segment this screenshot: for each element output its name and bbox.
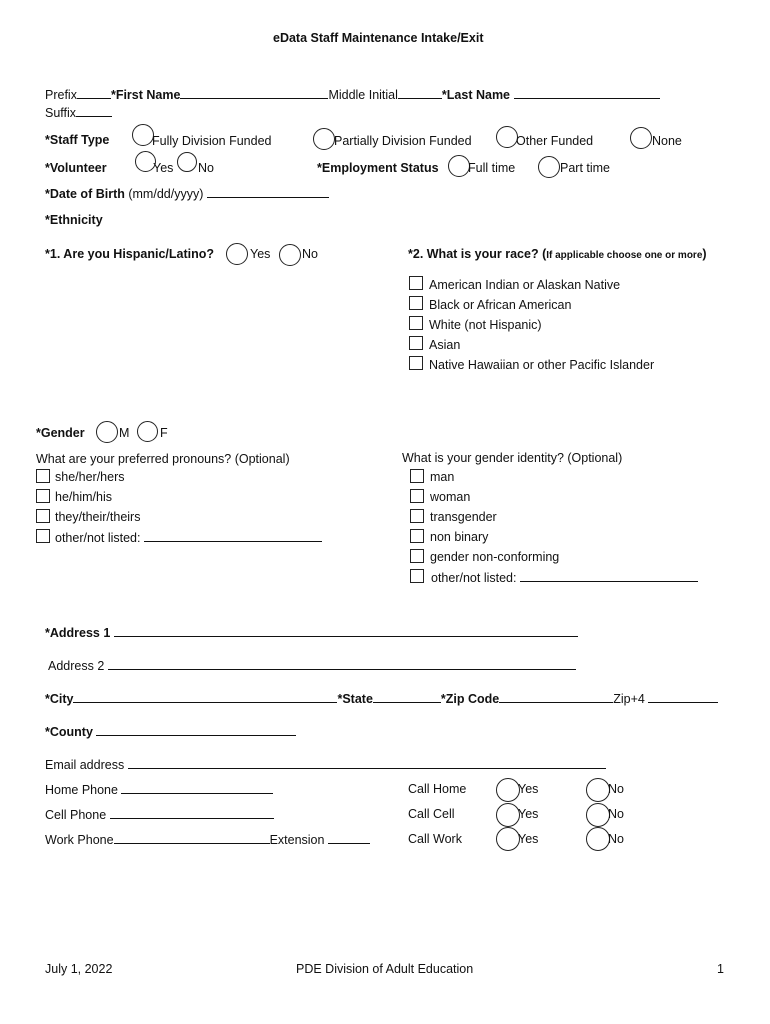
prefix-field[interactable] — [77, 86, 111, 99]
address2-field[interactable] — [108, 657, 576, 670]
home-phone-label: Home Phone — [45, 783, 118, 797]
form-title: eData Staff Maintenance Intake/Exit — [273, 31, 484, 45]
race-question — [408, 246, 707, 264]
identity-checkbox-woman[interactable] — [410, 489, 424, 503]
identity-label-other: other/not listed: — [431, 571, 517, 585]
gender-f-label: F — [160, 426, 168, 440]
race-question-close: ) — [702, 247, 707, 261]
race-label-asian: Asian — [429, 338, 461, 352]
last-name-field[interactable] — [514, 86, 660, 99]
pronouns-question: What are your preferred pronouns? (Optional) — [36, 452, 290, 466]
identity-label-man: man — [430, 470, 455, 484]
race-checkbox-american-indian[interactable] — [409, 276, 423, 290]
employment-label: *Employment Status — [317, 161, 439, 175]
pronoun-label-other: other/not listed: — [55, 531, 141, 545]
footer-page-number: 1 — [717, 962, 724, 976]
gender-f-radio[interactable] — [137, 421, 158, 442]
address2-label: Address 2 — [48, 659, 105, 673]
ethnicity-label: *Ethnicity — [45, 213, 103, 227]
last-name-label: *Last Name — [441, 88, 511, 102]
cell-phone-field[interactable] — [110, 806, 274, 819]
state-label: *State — [337, 692, 373, 706]
zip-label: *Zip Code — [440, 692, 500, 706]
extension-field[interactable] — [328, 831, 370, 844]
call-cell-yes-label: Yes — [518, 807, 539, 821]
pronoun-other-field[interactable] — [144, 529, 322, 542]
staff-partially-label: Partially Division Funded — [334, 134, 472, 148]
call-work-label: Call Work — [408, 832, 462, 846]
county-label: *County — [45, 725, 93, 739]
city-label: *City — [45, 692, 74, 706]
identity-checkbox-man[interactable] — [410, 469, 424, 483]
address1-label: *Address 1 — [45, 626, 111, 640]
pronoun-checkbox-she[interactable] — [36, 469, 50, 483]
call-cell-no-label: No — [608, 807, 624, 821]
footer-org: PDE Division of Adult Education — [296, 962, 474, 976]
state-field[interactable] — [373, 690, 441, 703]
email-field[interactable] — [128, 756, 606, 769]
staff-type-label: *Staff Type — [45, 133, 110, 147]
call-work-yes-radio[interactable] — [496, 827, 520, 851]
race-checkbox-black[interactable] — [409, 296, 423, 310]
email-row — [45, 756, 606, 773]
name-row — [45, 86, 660, 103]
dob-row — [45, 185, 329, 202]
employment-full-label: Full time — [468, 161, 516, 175]
dob-format: (mm/dd/yyyy) — [128, 187, 204, 201]
call-work-no-radio[interactable] — [586, 827, 610, 851]
employment-part-radio[interactable] — [538, 156, 560, 178]
volunteer-yes-label: Yes — [153, 161, 174, 175]
race-checkbox-asian[interactable] — [409, 336, 423, 350]
cell-phone-label: Cell Phone — [45, 808, 107, 822]
zip-field[interactable] — [499, 690, 613, 703]
call-home-label: Call Home — [408, 782, 467, 796]
staff-none-label: None — [652, 134, 682, 148]
pronoun-checkbox-he[interactable] — [36, 489, 50, 503]
identity-checkbox-other[interactable] — [410, 569, 424, 583]
identity-checkbox-transgender[interactable] — [410, 509, 424, 523]
hispanic-yes-radio[interactable] — [226, 243, 248, 265]
suffix-label: Suffix — [45, 106, 77, 120]
staff-fully-radio[interactable] — [132, 124, 154, 146]
identity-label-woman: woman — [430, 490, 471, 504]
work-phone-label: Work Phone — [45, 833, 114, 847]
identity-other-row — [431, 569, 698, 586]
dob-label: *Date of Birth — [45, 187, 125, 201]
employment-part-label: Part time — [560, 161, 611, 175]
race-question-text: *2. What is your race? ( — [408, 247, 547, 261]
identity-label-nonbinary: non binary — [430, 530, 489, 544]
first-name-field[interactable] — [180, 86, 328, 99]
work-phone-field[interactable] — [114, 831, 270, 844]
email-label: Email address — [45, 758, 125, 772]
call-cell-yes-radio[interactable] — [496, 803, 520, 827]
volunteer-no-radio[interactable] — [177, 152, 197, 172]
hispanic-yes-label: Yes — [250, 247, 271, 261]
pronoun-other-row — [55, 529, 322, 546]
staff-partially-radio[interactable] — [313, 128, 335, 150]
staff-other-label: Other Funded — [516, 134, 594, 148]
suffix-field[interactable] — [76, 104, 112, 117]
identity-label-transgender: transgender — [430, 510, 497, 524]
dob-field[interactable] — [207, 185, 329, 198]
call-home-yes-radio[interactable] — [496, 778, 520, 802]
county-field[interactable] — [96, 723, 296, 736]
address1-row — [45, 624, 578, 641]
identity-checkbox-nonbinary[interactable] — [410, 529, 424, 543]
footer-date: July 1, 2022 — [45, 962, 113, 976]
suffix-row — [45, 104, 112, 121]
volunteer-no-label: No — [198, 161, 214, 175]
county-row — [45, 723, 296, 740]
race-question-note: If applicable choose one or more — [546, 250, 703, 261]
pronoun-label-they: they/their/theirs — [55, 510, 141, 524]
employment-full-radio[interactable] — [448, 155, 470, 177]
prefix-label: Prefix — [45, 88, 77, 102]
staff-fully-label: Fully Division Funded — [152, 134, 272, 148]
city-field[interactable] — [73, 690, 337, 703]
zip4-field[interactable] — [648, 690, 718, 703]
staff-other-radio[interactable] — [496, 126, 518, 148]
pronoun-label-he: he/him/his — [55, 490, 112, 504]
staff-none-radio[interactable] — [630, 127, 652, 149]
identity-other-field[interactable] — [520, 569, 698, 582]
gender-label: *Gender — [36, 426, 85, 440]
middle-initial-label: Middle Initial — [328, 88, 398, 102]
race-label-white: White (not Hispanic) — [429, 318, 542, 332]
hispanic-question: *1. Are you Hispanic/Latino? — [45, 247, 215, 261]
call-home-no-radio[interactable] — [586, 778, 610, 802]
city-row — [45, 690, 718, 707]
hispanic-no-label: No — [302, 247, 318, 261]
work-phone-row — [45, 831, 370, 848]
call-home-yes-label: Yes — [518, 782, 539, 796]
pronoun-label-she: she/her/hers — [55, 470, 125, 484]
gender-m-radio[interactable] — [96, 421, 118, 443]
race-checkbox-hawaiian[interactable] — [409, 356, 423, 370]
pronoun-checkbox-other[interactable] — [36, 529, 50, 543]
gender-m-label: M — [119, 426, 130, 440]
home-phone-row — [45, 781, 273, 798]
first-name-label: *First Name — [110, 88, 181, 102]
middle-initial-field[interactable] — [398, 86, 442, 99]
call-work-yes-label: Yes — [518, 832, 539, 846]
hispanic-no-radio[interactable] — [279, 244, 301, 266]
race-label-american-indian: American Indian or Alaskan Native — [429, 278, 621, 292]
call-home-no-label: No — [608, 782, 624, 796]
pronoun-checkbox-they[interactable] — [36, 509, 50, 523]
call-cell-no-radio[interactable] — [586, 803, 610, 827]
home-phone-field[interactable] — [121, 781, 273, 794]
race-label-black: Black or African American — [429, 298, 572, 312]
address2-row — [48, 657, 576, 674]
extension-label: Extension — [269, 833, 325, 847]
identity-label-nonconforming: gender non-conforming — [430, 550, 560, 564]
race-checkbox-white[interactable] — [409, 316, 423, 330]
race-label-hawaiian: Native Hawaiian or other Pacific Islander — [429, 358, 655, 372]
address1-field[interactable] — [114, 624, 578, 637]
volunteer-label: *Volunteer — [45, 161, 107, 175]
identity-checkbox-nonconforming[interactable] — [410, 549, 424, 563]
zip4-label: Zip+4 — [613, 692, 645, 706]
identity-question: What is your gender identity? (Optional) — [402, 451, 623, 465]
call-work-no-label: No — [608, 832, 624, 846]
call-cell-label: Call Cell — [408, 807, 455, 821]
cell-phone-row — [45, 806, 274, 823]
